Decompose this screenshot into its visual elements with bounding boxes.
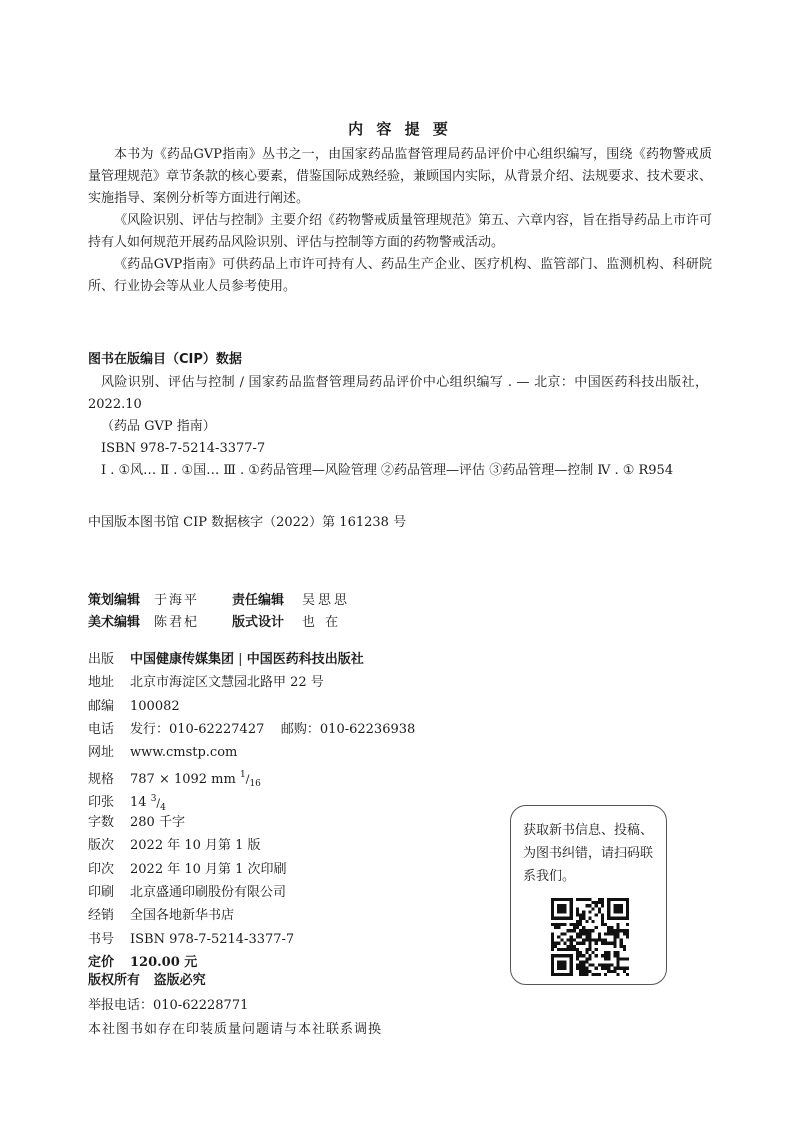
- printer-value: 北京盛通印刷股份有限公司: [130, 884, 287, 900]
- format-key: 规格: [88, 771, 115, 787]
- website-value: www.cmstp.com: [130, 745, 238, 761]
- isbn-row: [88, 928, 415, 951]
- distributor-key: 经销: [88, 908, 115, 924]
- postcode-value: 100082: [130, 698, 180, 714]
- qr-contact-box: [510, 805, 667, 985]
- printing-key: 印次: [88, 861, 115, 877]
- planning-editor-name: 于海平: [154, 593, 200, 608]
- summary-paragraph: 本书为《药品GVP指南》丛书之一，由国家药品监督管理局药品评价中心组织编写，围绕《药物警戒质量管理规范》章节条款的核心要素，借鉴国际成熟经验，兼顾国内实际，从背景介绍、法规要求、技术要求、实施指导、案例分析等方面进行阐述。: [88, 147, 713, 206]
- printer-row: [88, 881, 415, 904]
- art-editor-name: 陈君杞: [154, 615, 200, 630]
- layout-designer-name: 也 在: [302, 615, 342, 630]
- format-fraction-numerator: 1: [239, 770, 246, 781]
- isbn-value: ISBN 978-7-5214-3377-7: [130, 931, 295, 947]
- cip-check-number: 中国版本图书馆 CIP 数据核字（2022）第 161238 号: [88, 515, 407, 530]
- summary-paragraph: 《风险识别、评估与控制》主要介绍《药物警戒质量管理规范》第五、六章内容，旨在指导药品上市许可持有人如何规范开展药品风险识别、评估与控制等方面的药物警戒活动。: [88, 213, 713, 250]
- copyright-notice: 版权所有 盗版必究: [88, 973, 206, 988]
- printing-value: 2022 年 10 月第 1 次印刷: [130, 861, 287, 877]
- editors: [88, 590, 350, 634]
- words-value: 280 千字: [130, 815, 185, 831]
- format-value: 787 × 1092 mm: [130, 771, 236, 787]
- fraction-slash: /: [245, 772, 250, 786]
- quality-notice: 本社图书如存在印装质量问题请与本社联系调换: [88, 1022, 383, 1037]
- publisher-row: [88, 648, 415, 671]
- report-hotline: 举报电话：010-62228771: [88, 998, 249, 1013]
- postcode-row: [88, 695, 415, 718]
- planning-editor-label: 策划编辑: [88, 593, 141, 608]
- publication-info: [88, 648, 415, 974]
- cip-line: ISBN 978-7-5214-3377-7: [101, 441, 266, 456]
- printing-row: [88, 858, 415, 881]
- responsible-editor-name: 吴思思: [302, 593, 351, 608]
- summary-text: [88, 144, 712, 298]
- summary-title: 内 容 提 要: [348, 120, 452, 138]
- website-key: 网址: [88, 745, 115, 761]
- phone-value: 发行：010-62227427 邮购：010-62236938: [130, 721, 416, 737]
- fraction-slash: /: [156, 796, 161, 810]
- format-fraction-denominator: 16: [249, 779, 261, 790]
- printer-key: 印刷: [88, 884, 115, 900]
- editor-row: [88, 612, 350, 634]
- publisher-key: 出版: [88, 652, 115, 667]
- publisher-separator: |: [238, 652, 243, 667]
- sheets-fraction-denominator: 4: [160, 802, 166, 813]
- cip-data: [88, 372, 708, 482]
- art-editor-label: 美术编辑: [88, 615, 141, 630]
- editor-row: [88, 590, 350, 612]
- format-row: [88, 764, 415, 790]
- address-key: 地址: [88, 675, 115, 691]
- words-key: 字数: [88, 815, 115, 831]
- sheets-row: [88, 788, 415, 811]
- edition-key: 版次: [88, 838, 115, 854]
- cip-line: （药品 GVP 指南）: [101, 419, 216, 434]
- price-value: 120.00 元: [130, 954, 198, 970]
- edition-value: 2022 年 10 月第 1 版: [130, 838, 261, 854]
- responsible-editor-label: 责任编辑: [232, 593, 285, 608]
- address-value: 北京市海淀区文慧园北路甲 22 号: [130, 675, 324, 691]
- summary-paragraph: 《药品GVP指南》可供药品上市许可持有人、药品生产企业、医疗机构、监管部门、监测机构、科研院所、行业协会等从业人员参考使用。: [88, 257, 712, 294]
- address-row: [88, 671, 415, 694]
- sheets-fraction-numerator: 3: [150, 793, 157, 804]
- publisher-name: 中国医药科技出版社: [246, 652, 364, 667]
- qr-code-icon[interactable]: [551, 898, 629, 976]
- publisher-group: 中国健康传媒集团: [130, 652, 235, 667]
- cip-title: 图书在版编目（CIP）数据: [88, 352, 242, 367]
- postcode-key: 邮编: [88, 698, 115, 714]
- cip-line: Ⅰ . ①风… Ⅱ . ①国… Ⅲ . ①药品管理—风险管理 ②药品管理—评估 ③药品管理—控制 Ⅳ . ① R954: [101, 463, 674, 478]
- sheets-integer: 14: [130, 795, 147, 811]
- sheets-key: 印张: [88, 795, 115, 811]
- edition-row: [88, 834, 415, 857]
- qr-caption: 获取新书信息、投稿、为图书纠错，请扫码联系我们。: [523, 823, 654, 884]
- phone-row: [88, 718, 415, 741]
- phone-key: 电话: [88, 721, 115, 737]
- website-row: [88, 741, 415, 764]
- layout-designer-label: 版式设计: [232, 615, 285, 630]
- words-row: [88, 811, 415, 834]
- price-key: 定价: [88, 954, 115, 970]
- distributor-value: 全国各地新华书店: [130, 908, 235, 924]
- isbn-key: 书号: [88, 931, 115, 947]
- cip-line: 风险识别、评估与控制 / 国家药品监督管理局药品评价中心组织编写 . — 北京：中国医药科技出版社，2022.10: [88, 375, 708, 412]
- distributor-row: [88, 904, 415, 927]
